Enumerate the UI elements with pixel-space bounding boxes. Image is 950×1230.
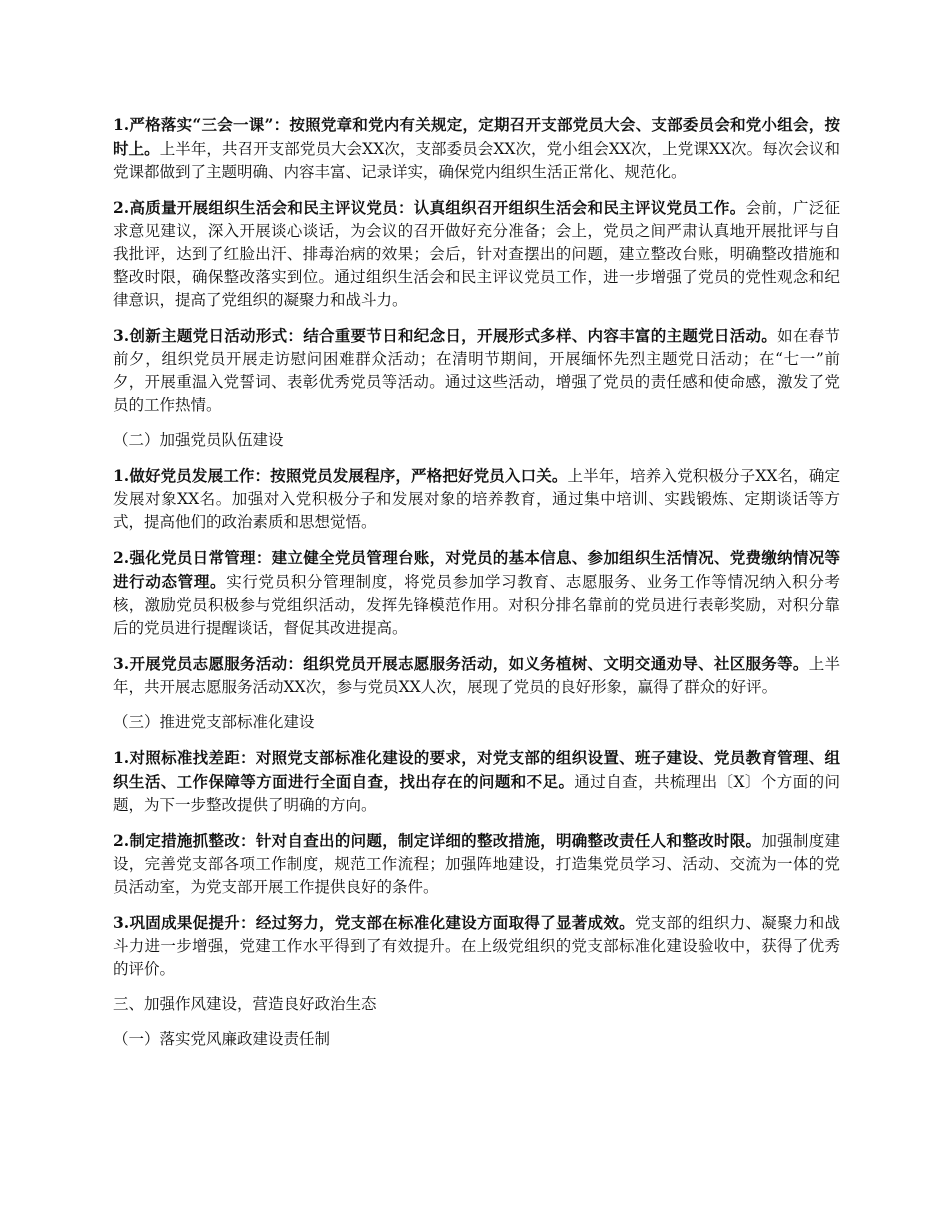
- paragraph-lead: 3.巩固成果促提升：经过努力，党支部在标准化建设方面取得了显著成效。: [113, 913, 635, 932]
- paragraph-body: 上半年，共开展志愿服务活动XX次，参与党员XX人次，展现了党员的良好形象，赢得了群众的好评。: [113, 655, 840, 696]
- paragraph-lead: 3.创新主题党日活动形式：结合重要节日和纪念日，开展形式多样、内容丰富的主题党日活动。: [113, 326, 778, 345]
- paragraph-body: 通过自查，共梳理出〔X〕个方面的问题，为下一步整改提供了明确的方向。: [113, 773, 840, 814]
- paragraph-body: 党支部的组织力、凝聚力和战斗力进一步增强，党建工作水平得到了有效提升。在上级党组织的党支部标准化建设验收中，获得了优秀的评价。: [113, 914, 840, 978]
- paragraph-three-meetings: [113, 113, 840, 184]
- paragraph-find-gaps: [113, 746, 840, 817]
- paragraph-volunteer-service: [113, 652, 840, 699]
- document-page: [113, 113, 840, 1063]
- section-heading-team-building: （二）加强党员队伍建设: [113, 431, 284, 449]
- paragraph-lead: 1.做好党员发展工作：按照党员发展程序，严格把好党员入口关。: [113, 466, 568, 485]
- paragraph-body: 上半年，培养入党积极分子XX名，确定发展对象XX名。加强对入党积极分子和发展对象的培养教育，通过集中培训、实践锻炼、定期谈话等方式，提高他们的政治素质和思想觉悟。: [113, 467, 840, 531]
- section-heading-standardization: （三）推进党支部标准化建设: [113, 713, 315, 731]
- paragraph-lead: 2.强化党员日常管理：建立健全党员管理台账，对党员的基本信息、参加组织生活情况、党费缴纳情况等进行动态管理。: [113, 548, 840, 591]
- section-heading-integrity-responsibility: （一）落实党风廉政建设责任制: [113, 1030, 331, 1048]
- paragraph-lead: 1.严格落实“三会一课”：按照党章和党内有关规定，定期召开支部党员大会、支部委员会和党小组会，按时上。: [113, 115, 840, 158]
- paragraph-rectification: [113, 829, 840, 899]
- paragraph-member-development: [113, 464, 840, 534]
- paragraph-organizational-life: [113, 196, 840, 312]
- paragraph-lead: 3.开展党员志愿服务活动：组织党员开展志愿服务活动，如义务植树、文明交通劝导、社区服务等。: [113, 654, 809, 673]
- paragraph-body: 实行党员积分管理制度，将党员参加学习教育、志愿服务、业务工作等情况纳入积分考核，激励党员积极参与党组织活动，发挥先锋模范作用。对积分排名靠前的党员进行表彰奖励，对积分靠后的党员进行提醒谈话，督促其改进提高。: [113, 573, 840, 637]
- paragraph-body: 会前，广泛征求意见建议，深入开展谈心谈话，为会议的召开做好充分准备；会上，党员之间严肃认真地开展批评与自我批评，达到了红脸出汗、排毒治病的效果；会后，针对查摆出的问题，建立整改台账，明确整改措施和整改时限，确保整改落实到位。通过组织生活会和民主评议党员工作，进一步增强了党员的党性观念和纪律意识，提高了党组织的凝聚力和战斗力。: [113, 199, 840, 309]
- paragraph-daily-management: [113, 546, 840, 640]
- paragraph-body: 如在春节前夕，组织党员开展走访慰问困难群众活动；在清明节期间，开展缅怀先烈主题党日活动；在“七一”前夕，开展重温入党誓词、表彰优秀党员等活动。通过这些活动，增强了党员的责任感和使命感，激发了党员的工作热情。: [113, 327, 840, 414]
- paragraph-body: 上半年，共召开支部党员大会XX次，支部委员会XX次，党小组会XX次，上党课XX次。每次会议和党课都做到了主题明确、内容丰富、记录详实，确保党内组织生活正常化、规范化。: [113, 140, 840, 181]
- paragraph-theme-party-day: [113, 324, 840, 417]
- section-heading-work-style: 三、加强作风建设，营造良好政治生态: [113, 995, 377, 1013]
- paragraph-lead: 1.对照标准找差距：对照党支部标准化建设的要求，对党支部的组织设置、班子建设、党员教育管理、组织生活、工作保障等方面进行全面自查，找出存在的问题和不足。: [113, 748, 840, 791]
- paragraph-lead: 2.制定措施抓整改：针对自查出的问题，制定详细的整改措施，明确整改责任人和整改时限。: [113, 831, 762, 850]
- paragraph-body: 加强制度建设，完善党支部各项工作制度，规范工作流程；加强阵地建设，打造集党员学习、活动、交流为一体的党员活动室，为党支部开展工作提供良好的条件。: [113, 832, 840, 896]
- paragraph-consolidate-results: [113, 911, 840, 981]
- paragraph-lead: 2.高质量开展组织生活会和民主评议党员：认真组织召开组织生活会和民主评议党员工作。: [113, 198, 746, 217]
